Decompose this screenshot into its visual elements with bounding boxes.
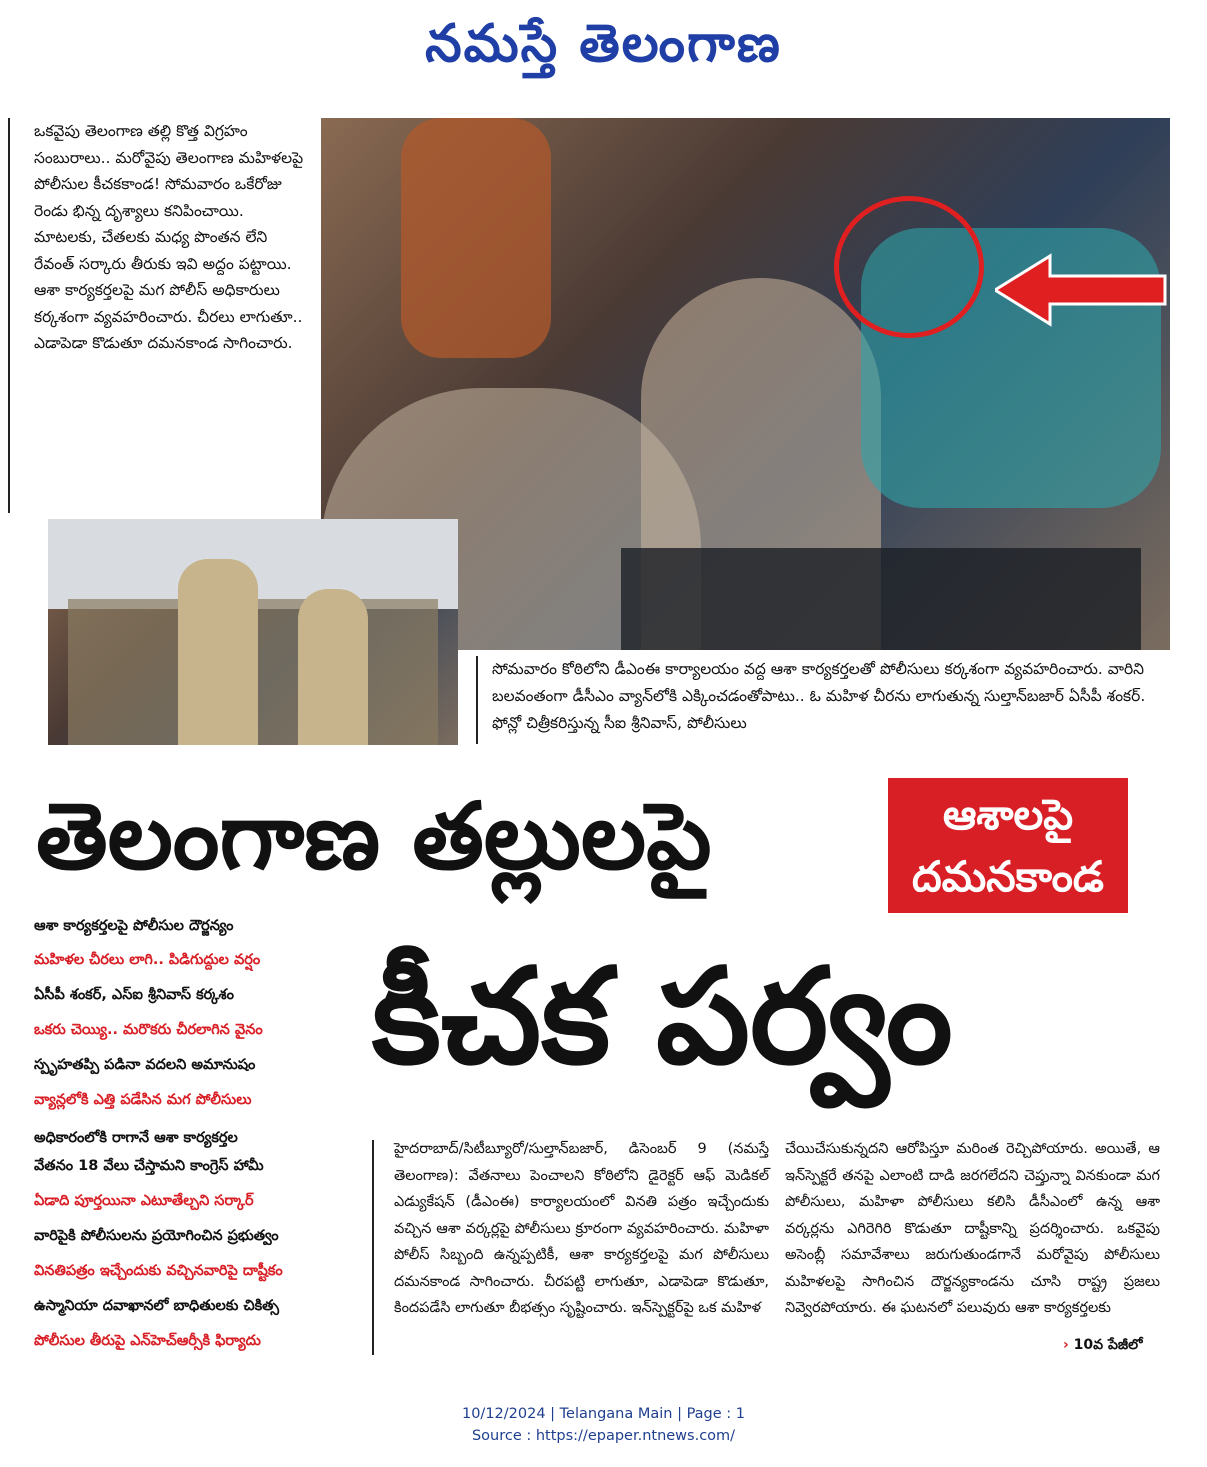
masthead-logo: నమస్తే తెలంగాణ — [425, 13, 782, 74]
chevron-right-icon: › — [1063, 1337, 1069, 1353]
red-kicker-box — [888, 778, 1128, 913]
intro-paragraph: ఒకవైపు తెలంగాణ తల్లి కొత్త విగ్రహం సంబురాలు.. మరోవైపు తెలంగాణ మహిళలపై పోలీసుల కీచకకాండ! సోమవారం ఒకేరోజు రెండు భిన్న దృశ్యాలు కనిపించాయి. మాటలకు, చేతలకు మధ్య పొంతన లేని రేవంత్ సర్కారు తీరుకు ఇవి అద్దం పట్టాయి. ఆశా కార్యకర్తలపై మగ పోలీస్ అధికారులు కర్కశంగా వ్యవహరించారు. చీరలు లాగుతూ.. ఎడాపెడా కొడుతూ దమనకాండ సాగించారు. — [34, 122, 304, 352]
headline-top: తెలంగాణ తల్లులపై — [36, 783, 712, 890]
footer-date-page: 10/12/2024 | Telangana Main | Page : 1 — [461, 1406, 746, 1422]
highlight-item: వినతిపత్రం ఇచ్చేందుకు వచ్చినవారిపై దాష్టీకం — [34, 1263, 283, 1279]
highlight-item: ఏసీపీ శంకర్, ఎస్ఐ శ్రీనివాస్ కర్కశం — [34, 987, 234, 1003]
body-column-1: హైదరాబాద్/సిటీబ్యూరో/సుల్తాన్‌బజార్, డిసెంబర్ 9 (నమస్తే తెలంగాణ): వేతనాలు పెంచాలని కోఠిలోని డైరెక్టర్ ఆఫ్ మెడికల్ ఎడ్యుకేషన్ (డీఎంఈ) కార్యాలయంలో వినతి పత్రం ఇచ్చేందుకు వచ్చిన ఆశా వర్కర్లపై పోలీసులు క్రూరంగా వ్యవహరించారు. మహిళా పోలీస్ సిబ్బంది ఉన్నప్పటికీ, ఆశా కార్యకర్తలపై మగ పోలీసులు దమనకాండ సాగించారు. చీరపట్టి లాగుతూ, ఎడాపెడా కొడుతూ, కిందపడేసి లాగుతూ బీభత్సం సృష్టించారు. ఇన్‌స్పెక్టర్‌పై ఒక మహిళ — [394, 1141, 769, 1316]
red-kicker-line2: దమనకాండ — [912, 852, 1104, 901]
intro-text-box — [8, 118, 308, 513]
highlight-item: ఉస్మానియా దవాఖానలో బాధితులకు చికిత్స — [34, 1298, 280, 1314]
caption-divider — [476, 656, 478, 744]
column-divider — [372, 1140, 374, 1355]
red-kicker-line1: ఆశాలపై — [942, 790, 1074, 839]
highlight-item: ఆశా కార్యకర్తలపై పోలీసుల దౌర్జన్యం — [34, 918, 234, 934]
highlights-list — [34, 914, 364, 1354]
highlight-item: స్పృహతప్పి పడినా వదలని అమానుషం — [34, 1057, 256, 1073]
highlight-circle — [834, 196, 984, 338]
highlight-item: ఒకరు చెయ్యి.. మరొకరు చీరలాగిన వైనం — [34, 1022, 263, 1038]
highlight-item: వ్యాన్లలోకి ఎత్తి పడేసిన మగ పోలీసులు — [34, 1092, 252, 1108]
footer-source-link[interactable]: Source : https://epaper.ntnews.com/ — [471, 1428, 736, 1444]
body-column-2: చేయిచేసుకున్నదని ఆరోపిస్తూ మరింత రెచ్చిపోయారు. అయితే, ఆ ఇన్‌స్పెక్టరే తనపై ఎలాంటి దాడి జరగలేదని చెప్తున్నా వినకుండా మగ పోలీసులు, మహిళా పోలీసులు కలిసి డీసీఎంలో ఉన్న ఆశా వర్కర్లను ఎగిరెగిరి కొడుతూ దాష్టీకాన్ని ప్రదర్శించారు. ఒకవైపు అసెంబ్లీ సమావేశాలు జరుగుతుండగానే మరోవైపు పోలీసులు మహిళలపై సాగించిన దౌర్జన్యకాండను చూసి రాష్ట్ర ప్రజలు నివ్వెరపోయారు. ఈ ఘటనలో పలువురు ఆశా కార్యకర్తలకు — [785, 1141, 1160, 1316]
secondary-news-photo — [48, 519, 458, 745]
red-arrow-icon — [995, 250, 1170, 330]
highlight-item: మహిళల చీరలు లాగి.. పిడిగుద్దుల వర్షం — [34, 952, 261, 968]
headline-main: కీచక పర్వం — [372, 940, 953, 1094]
highlight-item: అధికారంలోకి రాగానే ఆశా కార్యకర్తల — [34, 1130, 238, 1146]
highlight-item: పోలీసుల తీరుపై ఎన్‌హెచ్ఆర్సీకి ఫిర్యాదు — [34, 1333, 261, 1349]
highlight-item: ఏడాది పూర్తయినా ఎటూతేల్చని సర్కార్ — [34, 1193, 254, 1209]
photo-caption: సోమవారం కోఠిలోని డీఎంఈ కార్యాలయం వద్ద ఆశా కార్యకర్తలతో పోలీసులు కర్కశంగా వ్యవహరించారు. వారిని బలవంతంగా డీసీఎం వ్యాన్‌లోకి ఎక్కించడంతోపాటు.. ఓ మహిళ చీరను లాగుతున్న సుల్తాన్‌బజార్ ఏసీపీ శంకర్. ఫోన్లో చిత్రీకరిస్తున్న సీఐ శ్రీనివాస్, పోలీసులు — [492, 660, 1146, 732]
highlight-item: వారిపైకి పోలీసులను ప్రయోగించిన ప్రభుత్వం — [34, 1228, 279, 1244]
continued-label: 10వ పేజీలో — [1073, 1337, 1143, 1353]
continued-on-page[interactable] — [1063, 1337, 1143, 1356]
highlight-item: వేతనం 18 వేలు చేస్తామని కాంగ్రెస్ హామీ — [34, 1158, 264, 1174]
